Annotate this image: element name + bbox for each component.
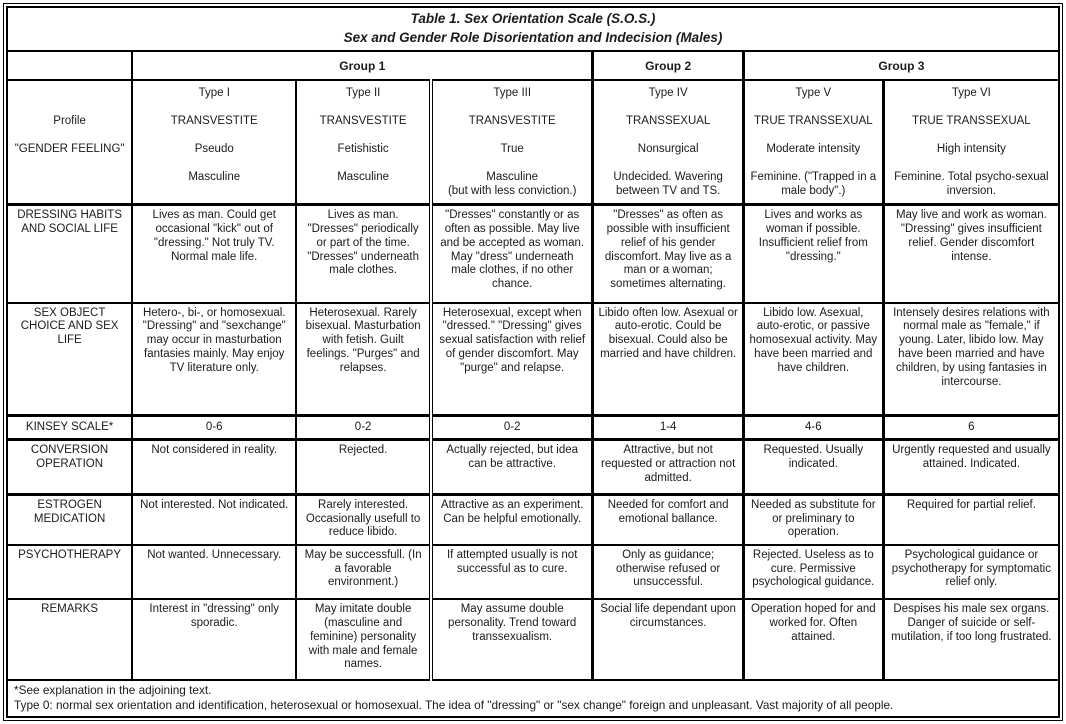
row-dressing-habits [7,205,1059,303]
cell-estrogen-type-2: Rarely interested. Occasionally usefull to reduce libido. [296,494,431,544]
type-2-feeling [301,171,425,185]
cell-conversion-type-2: Rejected. [296,440,431,494]
type-4-variant: Nonsurgical [637,143,699,156]
cell-remarks-type-2: May imitate double (masculine and feminine) personality with male and female names. [296,599,431,680]
type-2-name: Type II [345,87,381,100]
cell-kinsey-type-5: 4-6 [743,416,883,440]
type-5-variant: Moderate intensity [766,143,861,156]
row-remarks [7,599,1059,680]
table-title-line2: Sex and Gender Role Disorientation and Indecision (Males) [343,30,723,46]
cell-kinsey-type-6: 6 [883,416,1059,440]
profile-label-spacer [12,87,127,115]
cell-dressing-type-6: May live and work as woman. "Dressing" gives insufficient relief. Gender discomfort intense. [883,205,1059,303]
cell-sexobject-type-3: Heterosexual, except when "dressed." "Dressing" gives sexual satisfaction with relief of gender discomfort. May "purge" and relapse. [431,303,593,416]
cell-conversion-type-5: Requested. Usually indicated. [743,440,883,494]
row-estrogen-medication [7,494,1059,544]
type-3-variant: True [500,143,524,156]
type-3-category: TRANSVESTITE [468,115,556,128]
cell-sexobject-type-5: Libido low. Asexual, auto-erotic, or passive homosexual activity. May have been married and have children. [743,303,883,416]
type-2-feeling-text: Masculine [337,171,389,184]
cell-conversion-type-1: Not considered in reality. [132,440,296,494]
row-label-psychotherapy: PSYCHOTHERAPY [7,545,132,599]
type-1-name: Type I [198,87,230,100]
cell-remarks-type-4: Social life dependant upon circumstances. [593,599,743,680]
cell-dressing-type-4: "Dresses" as often as possible with insufficient relief of his gender discomfort. May live as a man or a woman; sometimes alternating. [593,205,743,303]
cell-remarks-type-5: Operation hoped for and worked for. Often attained. [743,599,883,680]
cell-kinsey-type-1: 0-6 [132,416,296,440]
profile-header-row [7,80,1059,204]
cell-estrogen-type-4: Needed for comfort and emotional ballance. [593,494,743,544]
cell-sexobject-type-4: Libido often low. Asexual or auto-erotic. Could be bisexual. Could also be married and have children. [593,303,743,416]
cell-estrogen-type-1: Not interested. Not indicated. [132,494,296,544]
cell-remarks-type-3: May assume double personality. Trend toward transsexualism. [431,599,593,680]
type-6-feeling-text: Feminine. Total psycho-sexual inversion. [894,171,1049,198]
type-3-feeling-text: Masculine [486,171,539,184]
column-header-type-3 [431,80,593,204]
corner-cell [7,51,132,80]
row-label-conversion-operation: CONVERSION OPERATION [7,440,132,494]
cell-sexobject-type-1: Hetero-, bi-, or homosexual. "Dressing" and "sexchange" may occur in masturbation fantasies mainly. May enjoy TV literature only. [132,303,296,416]
cell-psychotherapy-type-1: Not wanted. Unnecessary. [132,545,296,599]
row-label-dressing-habits: DRESSING HABITS AND SOCIAL LIFE [7,205,132,303]
column-header-type-6 [883,80,1059,204]
cell-psychotherapy-type-3: If attempted usually is not successful as to cure. [431,545,593,599]
gender-feeling-label: "GENDER FEELING" [14,143,125,156]
cell-estrogen-type-3: Attractive as an experiment. Can be helpful emotionally. [431,494,593,544]
cell-remarks-type-6: Despises his male sex organs. Danger of suicide or self-mutilation, if too long frustrated. [883,599,1059,680]
group-header-2: Group 2 [593,51,743,80]
cell-kinsey-type-4: 1-4 [593,416,743,440]
cell-psychotherapy-type-2: May be successfull. (In a favorable environment.) [296,545,431,599]
table-title-line1: Table 1. Sex Orientation Scale (S.O.S.) [410,11,656,27]
cell-remarks-type-1: Interest in "dressing" only sporadic. [132,599,296,680]
cell-kinsey-type-3: 0-2 [431,416,593,440]
type-1-feeling-text: Masculine [188,171,241,184]
type-6-category: TRUE TRANSSEXUAL [912,115,1031,128]
type-2-variant: Fetishistic [337,143,389,156]
cell-dressing-type-3: "Dresses" constantly or as often as possible. May live and be accepted as woman. May "dress" underneath male clothes, if no other chance. [431,205,593,303]
type-6-name: Type VI [951,87,991,100]
type-5-feeling [749,171,878,199]
row-sex-object [7,303,1059,416]
row-label-remarks: REMARKS [7,599,132,680]
profile-label: Profile [53,115,86,128]
cell-estrogen-type-5: Needed as substitute for or preliminary to operation. [743,494,883,544]
column-header-type-1 [132,80,296,204]
type-3-feeling [437,171,588,199]
cell-estrogen-type-6: Required for partial relief. [883,494,1059,544]
row-conversion-operation [7,440,1059,494]
footnote-line2: Type 0: normal sex orientation and identification, heterosexual or homosexual. The idea of "dressing" or "sex change" foreign and unpleasant. Vast majority of all people. [14,698,894,713]
title-cell [7,7,1059,51]
type-1-feeling [137,171,291,185]
row-psychotherapy [7,545,1059,599]
type-4-feeling-text: Undecided. Wavering between TV and TS. [613,171,723,198]
type-4-feeling [598,171,737,199]
type-5-category: TRUE TRANSSEXUAL [753,115,873,128]
document-frame [3,3,1063,721]
cell-psychotherapy-type-4: Only as guidance; otherwise refused or unsuccessful. [593,545,743,599]
group-header-3: Group 3 [743,51,1059,80]
type-5-feeling-text: Feminine. ("Trapped in a male body".) [750,171,877,198]
row-label-estrogen-medication: ESTROGEN MEDICATION [7,494,132,544]
row-label-sex-object: SEX OBJECT CHOICE AND SEX LIFE [7,303,132,416]
cell-conversion-type-4: Attractive, but not requested or attraction not admitted. [593,440,743,494]
column-header-type-5 [743,80,883,204]
sos-table [6,6,1060,718]
cell-conversion-type-3: Actually rejected, but idea can be attractive. [431,440,593,494]
cell-dressing-type-2: Lives as man. "Dresses" periodically or part of the time. "Dresses" underneath male clothes. [296,205,431,303]
cell-psychotherapy-type-6: Psychological guidance or psychotherapy for symptomatic relief only. [883,545,1059,599]
group-header-row [7,51,1059,80]
group-header-1: Group 1 [132,51,593,80]
type-4-category: TRANSSEXUAL [625,115,711,128]
cell-kinsey-type-2: 0-2 [296,416,431,440]
column-header-type-2 [296,80,431,204]
title-row [7,7,1059,51]
cell-psychotherapy-type-5: Rejected. Useless as to cure. Permissive psychological guidance. [743,545,883,599]
type-4-name: Type IV [648,87,688,100]
type-5-name: Type V [795,87,832,100]
row-kinsey-scale [7,416,1059,440]
cell-dressing-type-1: Lives as man. Could get occasional "kick" out of "dressing." Not truly TV. Normal male life. [132,205,296,303]
row-label-profile [7,80,132,204]
footnote-row [7,680,1059,717]
cell-dressing-type-5: Lives and works as woman if possible. Insufficient relief from "dressing." [743,205,883,303]
type-1-category: TRANSVESTITE [170,115,258,128]
type-6-feeling [889,171,1054,199]
type-1-variant: Pseudo [194,143,234,156]
type-2-category: TRANSVESTITE [319,115,407,128]
column-header-type-4 [593,80,743,204]
type-3-name: Type III [493,87,532,100]
footnote-cell [7,680,1059,717]
cell-sexobject-type-6: Intensely desires relations with normal male as "female," if young. Later, libido low. May have been married and have children, by using fantasies in intercourse. [883,303,1059,416]
row-label-kinsey-scale: KINSEY SCALE* [7,416,132,440]
type-3-feeling-note: (but with less conviction.) [447,185,577,198]
footnote-line1: *See explanation in the adjoining text. [14,683,212,698]
type-6-variant: High intensity [936,143,1006,156]
cell-conversion-type-6: Urgently requested and usually attained. Indicated. [883,440,1059,494]
cell-sexobject-type-2: Heterosexual. Rarely bisexual. Masturbation with fetish. Guilt feelings. "Purges" and relapses. [296,303,431,416]
